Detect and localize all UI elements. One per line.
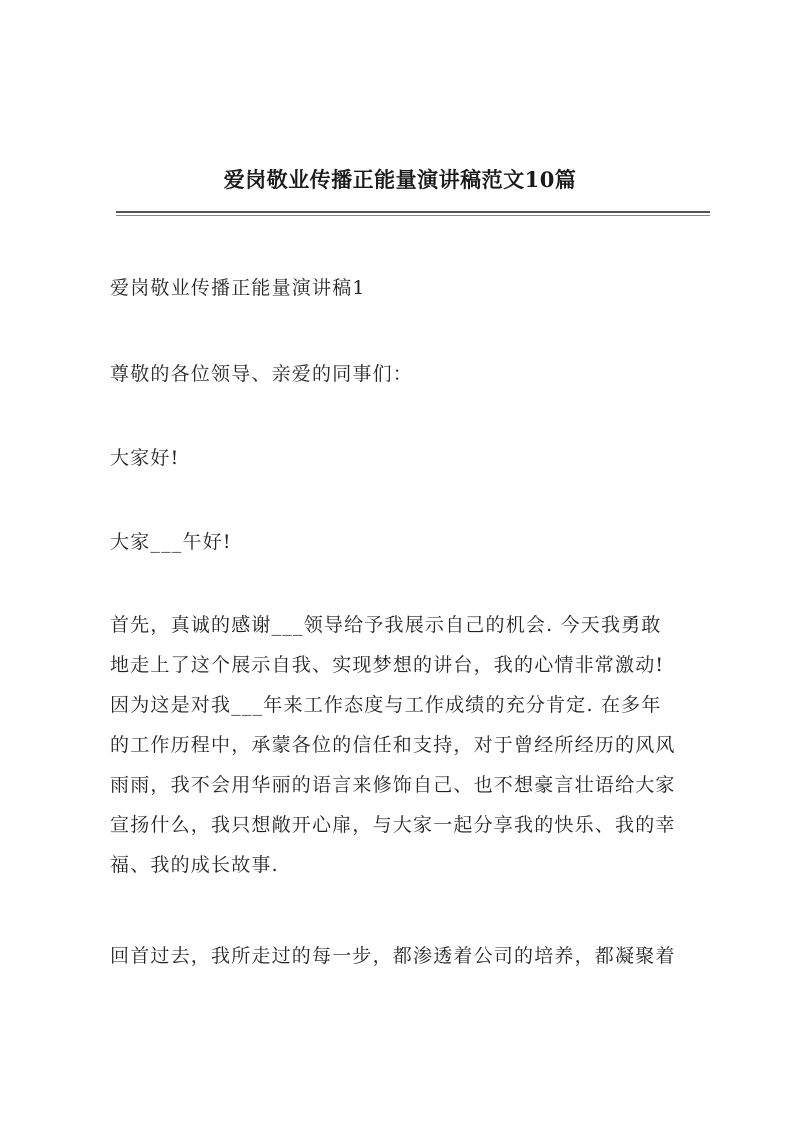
paragraph-line: 宣扬什么，我只想敞开心扉，与大家一起分享我的快乐、我的幸 bbox=[110, 814, 676, 836]
paragraph-line: 的工作历程中，承蒙各位的信任和支持，对于曾经所经历的风风 bbox=[110, 734, 676, 756]
paragraph-line: 地走上了这个展示自我、实现梦想的讲台，我的心情非常激动! bbox=[110, 654, 665, 676]
document-title: 爱岗敬业传播正能量演讲稿范文10篇 bbox=[223, 167, 577, 192]
paragraph-line: 首先，真诚的感谢___领导给予我展示自己的机会. 今天我勇敢 bbox=[110, 614, 662, 636]
title-divider bbox=[116, 211, 710, 213]
paragraph-line: 因为这是对我___年来工作态度与工作成绩的充分肯定. 在多年 bbox=[110, 694, 662, 716]
paragraph-line: 雨雨，我不会用华丽的语言来修饰自己、也不想豪言壮语给大家 bbox=[110, 774, 676, 796]
title-divider-thin bbox=[116, 215, 710, 216]
salutation: 尊敬的各位领导、亲爱的同事们： bbox=[110, 363, 414, 385]
greeting-afternoon: 大家___午好! bbox=[110, 531, 232, 553]
greeting: 大家好! bbox=[110, 447, 180, 469]
body-paragraph-1 bbox=[110, 605, 710, 885]
paragraph-line: 福、我的成长故事. bbox=[110, 854, 279, 876]
paragraph-line: 回首过去，我所走过的每一步，都渗透着公司的培养，都凝聚着 bbox=[110, 945, 676, 967]
body-paragraph-2 bbox=[110, 936, 710, 976]
section-heading: 爱岗敬业传播正能量演讲稿1 bbox=[110, 277, 366, 299]
